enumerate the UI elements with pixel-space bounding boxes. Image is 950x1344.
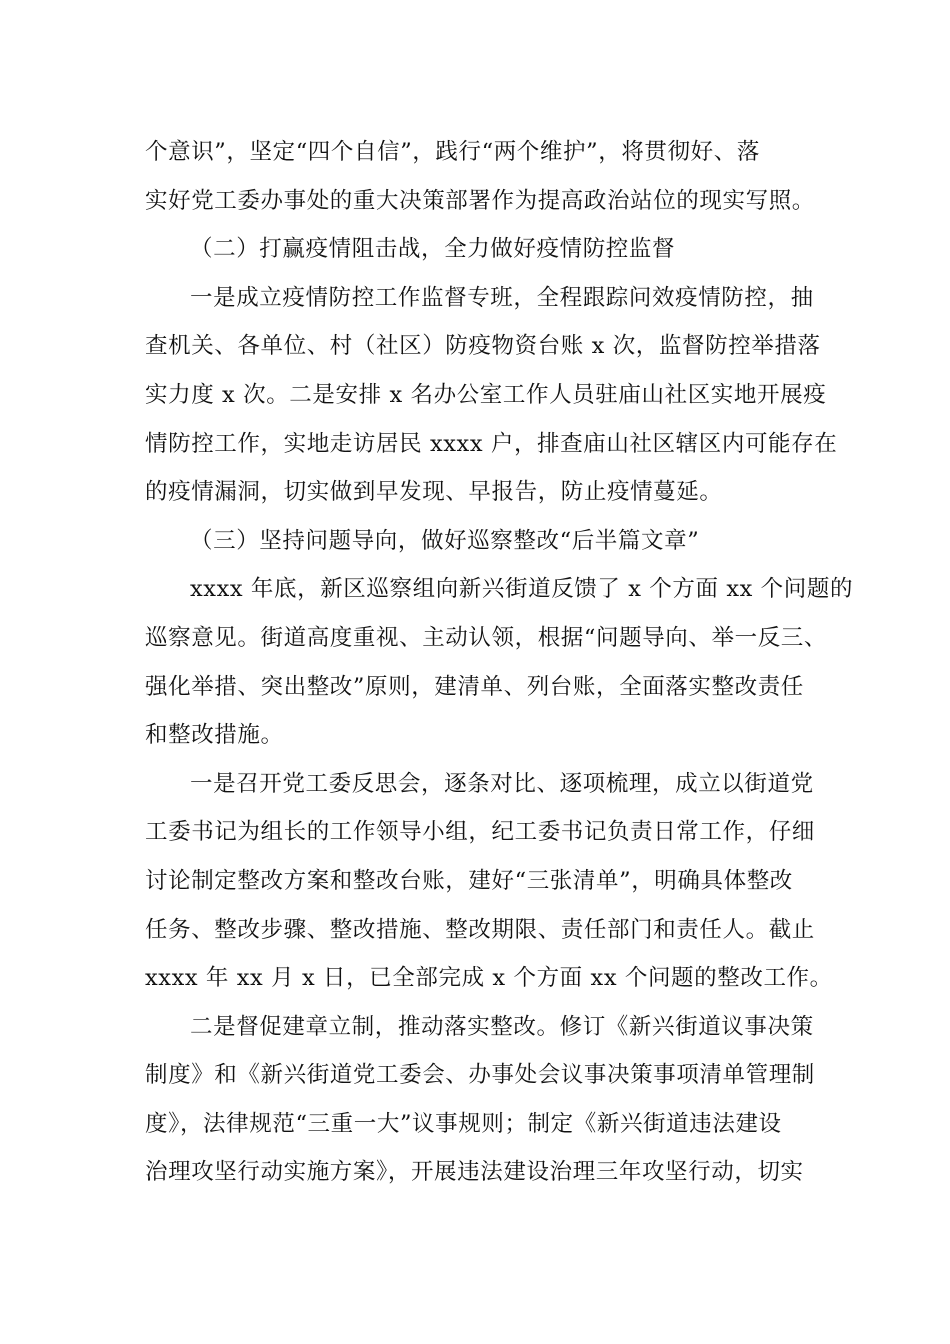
text-line: 任务、整改步骤、整改措施、整改期限、责任部门和责任人。截止: [145, 916, 815, 943]
section-heading: （三）坚持问题导向，做好巡察整改“后半篇文章”: [190, 527, 700, 554]
section-heading: （二）打赢疫情阻击战，全力做好疫情防控监督: [190, 236, 676, 263]
text-line: 治理攻坚行动实施方案》，开展违法建设治理三年攻坚行动，切实: [145, 1159, 804, 1186]
text-line: 一是召开党工委反思会，逐条对比、逐项梳理，成立以街道党: [190, 770, 814, 797]
text-line: 个意识”，坚定“四个自信”，践行“两个维护”，将贯彻好、落: [145, 139, 760, 165]
text-line: 实力度 x 次。二是安排 x 名办公室工作人员驻庙山社区实地开展疫: [145, 381, 827, 408]
text-line: 二是督促建章立制，推动落实整改。修订《新兴街道议事决策: [190, 1013, 814, 1040]
text-line: 巡察意见。街道高度重视、主动认领，根据“问题导向、举一反三、: [145, 624, 828, 651]
text-line: 制度》和《新兴街道党工委会、办事处会议事决策事项清单管理制: [145, 1062, 815, 1089]
text-line: 和整改措施。: [145, 722, 284, 749]
text-line: 强化举措、突出整改”原则，建清单、列台账，全面落实整改责任: [145, 673, 804, 700]
text-line: 工委书记为组长的工作领导小组，纪工委书记负责日常工作，仔细: [145, 819, 815, 846]
text-line: 实好党工委办事处的重大决策部署作为提高政治站位的现实写照。: [145, 187, 815, 214]
text-line: 度》，法律规范“三重一大”议事规则；制定《新兴街道违法建设: [145, 1110, 782, 1137]
text-line: 的疫情漏洞，切实做到早发现、早报告，防止疫情蔓延。: [145, 479, 723, 506]
text-line: 情防控工作，实地走访居民 xxxx 户，排查庙山社区辖区内可能存在: [145, 430, 838, 457]
text-line: 讨论制定整改方案和整改台账，建好“三张清单”，明确具体整改: [145, 867, 793, 894]
document-body: [145, 128, 854, 1197]
text-line: 查机关、各单位、村（社区）防疫物资台账 x 次，监督防控举措落: [145, 333, 821, 360]
text-line: xxxx 年底，新区巡察组向新兴街道反馈了 x 个方面 xx 个问题的: [190, 576, 854, 603]
text-line: 一是成立疫情防控工作监督专班，全程跟踪问效疫情防控，抽: [190, 284, 814, 311]
text-line: xxxx 年 xx 月 x 日，已全部完成 x 个方面 xx 个问题的整改工作。: [145, 965, 833, 992]
